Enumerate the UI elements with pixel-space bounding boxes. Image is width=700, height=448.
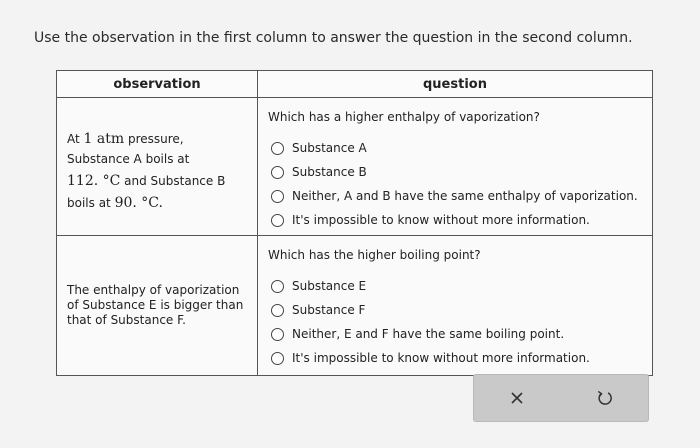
option-label: It's impossible to know without more information.: [292, 213, 590, 227]
observation-cell-1: [57, 98, 258, 236]
radio-button[interactable]: [271, 190, 284, 203]
question-text: Which has a higher enthalpy of vaporization?: [268, 110, 540, 124]
option-impossible-2[interactable]: [268, 346, 642, 370]
option-label: It's impossible to know without more information.: [292, 351, 590, 365]
option-label: Substance A: [292, 141, 367, 155]
instruction-text: Use the observation in the first column to answer the question in the second column.: [34, 30, 633, 46]
undo-button[interactable]: [585, 381, 625, 415]
observation-text: The enthalpy of vaporization of Substance E is bigger than that of Substance F.: [67, 283, 244, 327]
close-icon: [510, 391, 524, 405]
header-observation: observation: [57, 71, 258, 98]
option-label: Substance E: [292, 279, 367, 293]
radio-button[interactable]: [271, 304, 284, 317]
observation-line: 112. °C and Substance B: [67, 172, 226, 189]
radio-button[interactable]: [271, 328, 284, 341]
option-label: Substance B: [292, 165, 367, 179]
question-text: Which has the higher boiling point?: [268, 248, 481, 262]
option-substance-e[interactable]: [268, 274, 642, 298]
option-label: Substance F: [292, 303, 366, 317]
answer-toolbar: [473, 374, 649, 422]
option-label: Neither, E and F have the same boiling point.: [292, 327, 565, 341]
option-substance-a[interactable]: [268, 136, 642, 160]
header-question: question: [258, 71, 653, 98]
option-neither-ab[interactable]: [268, 184, 642, 208]
clear-button[interactable]: [497, 381, 537, 415]
question-cell-1: [258, 98, 653, 236]
option-neither-ef[interactable]: [268, 322, 642, 346]
radio-button[interactable]: [271, 142, 284, 155]
radio-button[interactable]: [271, 280, 284, 293]
radio-button[interactable]: [271, 352, 284, 365]
question-table: [56, 70, 653, 376]
radio-button[interactable]: [271, 166, 284, 179]
question-cell-2: [258, 236, 653, 376]
radio-button[interactable]: [271, 214, 284, 227]
observation-line: Substance A boils at: [67, 152, 190, 167]
option-label: Neither, A and B have the same enthalpy of vaporization.: [292, 189, 638, 203]
observation-line: boils at 90. °C.: [67, 194, 163, 211]
option-substance-b[interactable]: [268, 160, 642, 184]
observation-line: At 1 atm pressure,: [67, 131, 184, 147]
option-substance-f[interactable]: [268, 298, 642, 322]
undo-icon: [596, 389, 614, 407]
option-impossible-1[interactable]: [268, 208, 642, 232]
observation-cell-2: [57, 236, 258, 376]
